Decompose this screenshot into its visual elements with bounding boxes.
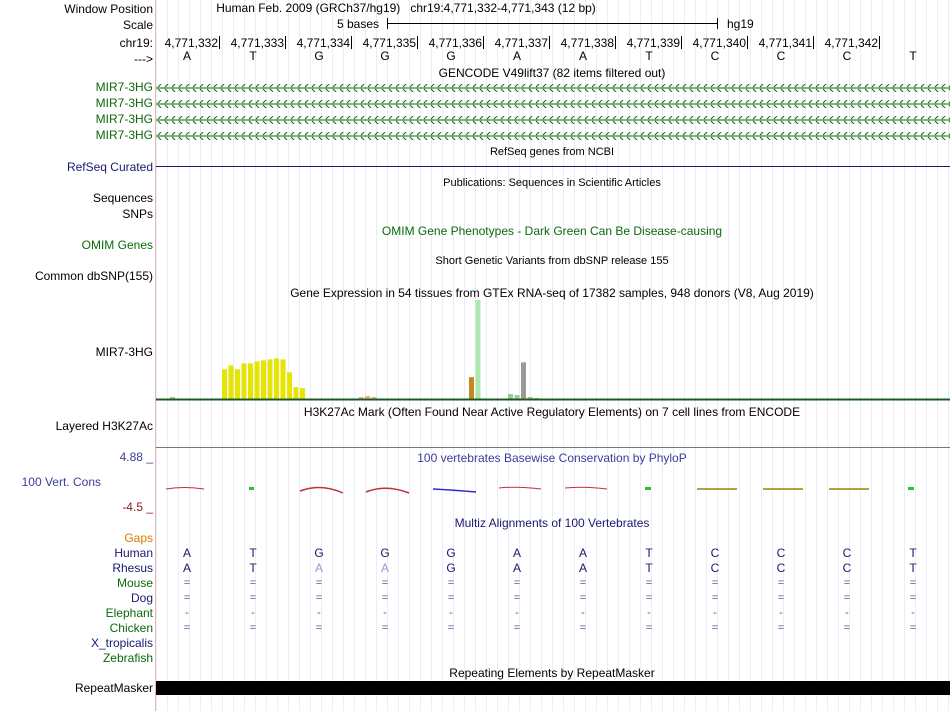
- human-aligned-base: G: [446, 546, 456, 560]
- human-aligned-base: A: [512, 546, 521, 560]
- dog-aligned-base: =: [447, 592, 455, 604]
- scale-label: Scale: [122, 18, 153, 32]
- reference-base: C: [710, 49, 720, 63]
- mouse-aligned-base: =: [513, 577, 521, 589]
- phylop-mark-2: [249, 487, 254, 490]
- human-aligned-base: C: [710, 546, 720, 560]
- human-aligned-base: G: [314, 546, 324, 560]
- dog-aligned-base: =: [909, 592, 917, 604]
- gtex-tissue-bar[interactable]: [242, 363, 247, 399]
- mouse-aligned-base: =: [711, 577, 719, 589]
- phylop-mark-1: [166, 488, 204, 490]
- omim-track-title: OMIM Gene Phenotypes - Dark Green Can Be Disease-causing: [381, 224, 723, 238]
- mouse-aligned-base: =: [315, 577, 323, 589]
- snps-track-label[interactable]: SNPs: [122, 207, 153, 221]
- gencode-transcript-2: [156, 100, 950, 108]
- assembly-position-text: Human Feb. 2009 (GRCh37/hg19) chr19:4,771,332-4,771,343 (12 bp): [216, 1, 596, 15]
- coordinate-tick: [219, 36, 220, 49]
- gtex-track-title: Gene Expression in 54 tissues from GTEx RNA-seq of 17382 samples, 948 donors (V8, Aug 2019): [290, 286, 814, 300]
- dbsnp-track-title: Short Genetic Variants from dbSNP release 155: [435, 255, 669, 267]
- gaps-label: Gaps: [124, 531, 153, 545]
- gtex-tissue-bar[interactable]: [235, 369, 240, 399]
- chicken-aligned-base: =: [777, 622, 785, 634]
- chicken-aligned-base: =: [711, 622, 719, 634]
- dog-aligned-base: =: [183, 592, 191, 604]
- track-label-column: [0, 0, 156, 711]
- species-rhesus: Rhesus: [112, 561, 153, 575]
- mouse-aligned-base: =: [645, 577, 653, 589]
- coordinate-label: 4,771,338: [560, 36, 614, 50]
- phylop-track-title: 100 vertebrates Basewise Conservation by PhyloP: [417, 451, 687, 465]
- gtex-tissue-bar[interactable]: [229, 365, 234, 399]
- mouse-aligned-base: =: [579, 577, 587, 589]
- gencode-track-label-4[interactable]: MIR7-3HG: [95, 128, 153, 142]
- browser-image-area[interactable]: [156, 0, 950, 711]
- coordinate-tick: [483, 36, 484, 49]
- gtex-tissue-bar[interactable]: [476, 300, 481, 399]
- reference-base: A: [512, 49, 521, 63]
- mouse-aligned-base: =: [777, 577, 785, 589]
- reference-base: C: [776, 49, 786, 63]
- dog-aligned-base: =: [645, 592, 653, 604]
- coordinate-tick: [285, 36, 286, 49]
- elephant-aligned-base: -: [647, 607, 651, 619]
- phylop-mark-4: [366, 488, 409, 493]
- gtex-tissue-bar[interactable]: [261, 360, 266, 399]
- coordinate-tick: [879, 36, 880, 49]
- refseq-track-title: RefSeq genes from NCBI: [489, 146, 615, 158]
- chicken-aligned-base: =: [645, 622, 653, 634]
- coordinate-tick: [417, 36, 418, 49]
- human-aligned-base: T: [249, 546, 257, 560]
- gtex-tissue-bar[interactable]: [281, 359, 286, 399]
- elephant-aligned-base: -: [251, 607, 255, 619]
- refseq-track-label[interactable]: RefSeq Curated: [66, 160, 153, 174]
- rhesus-aligned-base: T: [249, 561, 257, 575]
- publications-track-title: Publications: Sequences in Scientific Articles: [443, 177, 661, 189]
- reference-base: C: [842, 49, 852, 63]
- gencode-track-label-1[interactable]: MIR7-3HG: [95, 80, 153, 94]
- human-aligned-base: C: [776, 546, 786, 560]
- chicken-aligned-base: =: [315, 622, 323, 634]
- chicken-aligned-base: =: [513, 622, 521, 634]
- gtex-tissue-bar[interactable]: [294, 387, 299, 399]
- reference-base: T: [909, 49, 917, 63]
- dbsnp-track-label[interactable]: Common dbSNP(155): [34, 269, 153, 283]
- human-aligned-base: T: [645, 546, 653, 560]
- gtex-gene-label[interactable]: MIR7-3HG: [95, 345, 153, 359]
- human-aligned-base: C: [842, 546, 852, 560]
- coordinate-tick: [615, 36, 616, 49]
- rhesus-aligned-base: T: [909, 561, 917, 575]
- chicken-aligned-base: =: [183, 622, 191, 634]
- h3k27ac-baseline: [156, 447, 950, 448]
- coordinate-label: 4,771,337: [494, 36, 548, 50]
- species-mouse: Mouse: [116, 576, 153, 590]
- rhesus-aligned-base: T: [645, 561, 653, 575]
- phylop-min-label: -4.5 _: [122, 500, 153, 514]
- gtex-expression-chart[interactable]: [156, 300, 950, 402]
- scale-text: 5 bases: [337, 17, 380, 31]
- species-chicken: Chicken: [109, 621, 153, 635]
- window-position-label: Window Position: [64, 2, 153, 16]
- gtex-tissue-bar[interactable]: [274, 358, 279, 399]
- coordinate-label: 4,771,340: [692, 36, 746, 50]
- reference-base: T: [645, 49, 653, 63]
- refseq-gene-line[interactable]: [156, 166, 950, 167]
- omim-track-label[interactable]: OMIM Genes: [81, 238, 153, 252]
- mouse-aligned-base: =: [183, 577, 191, 589]
- phylop-mark-6: [499, 487, 541, 489]
- chicken-aligned-base: =: [579, 622, 587, 634]
- repeatmasker-track-title: Repeating Elements by RepeatMasker: [449, 666, 655, 680]
- gtex-tissue-bar[interactable]: [268, 359, 273, 399]
- dog-aligned-base: =: [381, 592, 389, 604]
- coordinate-tick: [747, 36, 748, 49]
- phylop-mark-7: [565, 487, 607, 489]
- gencode-track-title: GENCODE V49lift37 (82 items filtered out): [438, 66, 666, 80]
- coordinate-label: 4,771,342: [824, 36, 878, 50]
- gencode-track-label-3[interactable]: MIR7-3HG: [95, 112, 153, 126]
- gencode-transcript-1: [156, 84, 950, 92]
- mouse-aligned-base: =: [909, 577, 917, 589]
- cons-track-label[interactable]: 100 Vert. Cons: [21, 475, 101, 489]
- gtex-tissue-bar[interactable]: [300, 388, 305, 399]
- gtex-tissue-bar[interactable]: [515, 395, 520, 399]
- chicken-aligned-base: =: [909, 622, 917, 634]
- human-aligned-base: G: [380, 546, 390, 560]
- dog-aligned-base: =: [579, 592, 587, 604]
- dog-aligned-base: =: [711, 592, 719, 604]
- reference-base: T: [249, 49, 257, 63]
- repeatmasker-element[interactable]: [156, 681, 950, 695]
- phylop-mark-5: [433, 489, 476, 492]
- mouse-aligned-base: =: [843, 577, 851, 589]
- coordinate-label: 4,771,336: [428, 36, 482, 50]
- rhesus-aligned-base: A: [182, 561, 191, 575]
- elephant-aligned-base: -: [185, 607, 189, 619]
- reference-base: G: [314, 49, 324, 63]
- species-human: Human: [114, 546, 153, 560]
- gtex-tissue-bar[interactable]: [287, 372, 292, 399]
- phylop-max-label: 4.88 _: [119, 450, 153, 464]
- rhesus-aligned-base: A: [380, 561, 389, 575]
- coordinate-label: 4,771,333: [230, 36, 284, 50]
- elephant-aligned-base: -: [845, 607, 849, 619]
- dog-aligned-base: =: [777, 592, 785, 604]
- dog-aligned-base: =: [249, 592, 257, 604]
- species-zebrafish: Zebrafish: [102, 651, 153, 665]
- elephant-aligned-base: -: [383, 607, 387, 619]
- gtex-tissue-bar[interactable]: [222, 369, 227, 399]
- phylop-mark-3: [300, 487, 343, 493]
- coordinate-label: 4,771,335: [362, 36, 416, 50]
- coordinate-tick: [549, 36, 550, 49]
- dog-aligned-base: =: [315, 592, 323, 604]
- coordinate-label: 4,771,334: [296, 36, 350, 50]
- chicken-aligned-base: =: [843, 622, 851, 634]
- sequences-track-label[interactable]: Sequences: [92, 191, 153, 205]
- human-aligned-base: A: [182, 546, 191, 560]
- scale-bar-left-tick: [387, 18, 388, 29]
- dog-aligned-base: =: [513, 592, 521, 604]
- h3k27ac-track-title: H3K27Ac Mark (Often Found Near Active Regulatory Elements) on 7 cell lines from ENCODE: [303, 405, 801, 419]
- rhesus-aligned-base: G: [446, 561, 456, 575]
- reference-base: A: [182, 49, 191, 63]
- strand-arrow-label: --->: [134, 52, 153, 66]
- rhesus-aligned-base: A: [578, 561, 587, 575]
- coordinate-label: 4,771,332: [164, 36, 218, 50]
- human-aligned-base: A: [578, 546, 587, 560]
- coordinate-tick: [351, 36, 352, 49]
- reference-base: G: [446, 49, 456, 63]
- elephant-aligned-base: -: [713, 607, 717, 619]
- gtex-tissue-bar[interactable]: [255, 361, 260, 399]
- coordinate-tick: [681, 36, 682, 49]
- rhesus-aligned-base: C: [776, 561, 786, 575]
- phylop-mark-8: [645, 487, 651, 490]
- rhesus-aligned-base: C: [710, 561, 720, 575]
- gtex-tissue-bar[interactable]: [508, 394, 513, 399]
- coordinate-label: 4,771,341: [758, 36, 812, 50]
- chromosome-label: chr19:: [119, 36, 153, 50]
- chicken-aligned-base: =: [447, 622, 455, 634]
- dog-aligned-base: =: [843, 592, 851, 604]
- gencode-transcript-4: [156, 132, 950, 140]
- rhesus-aligned-base: A: [512, 561, 521, 575]
- rhesus-aligned-base: A: [314, 561, 323, 575]
- elephant-aligned-base: -: [449, 607, 453, 619]
- coordinate-tick: [813, 36, 814, 49]
- reference-base: G: [380, 49, 390, 63]
- gencode-track-label-2[interactable]: MIR7-3HG: [95, 96, 153, 110]
- multiz-track-title: Multiz Alignments of 100 Vertebrates: [454, 516, 650, 530]
- species-dog: Dog: [130, 591, 153, 605]
- scale-bar: [387, 23, 718, 24]
- scale-db-text: hg19: [727, 17, 754, 31]
- coordinate-label: 4,771,339: [626, 36, 680, 50]
- mouse-aligned-base: =: [447, 577, 455, 589]
- rhesus-aligned-base: C: [842, 561, 852, 575]
- elephant-aligned-base: -: [911, 607, 915, 619]
- gtex-tissue-bar[interactable]: [521, 362, 526, 399]
- gencode-transcript-3: [156, 116, 950, 124]
- species-elephant: Elephant: [105, 606, 153, 620]
- gencode-transcripts[interactable]: [156, 80, 950, 144]
- human-aligned-base: T: [909, 546, 917, 560]
- mouse-aligned-base: =: [381, 577, 389, 589]
- phylop-conservation-plot[interactable]: [156, 480, 950, 500]
- mouse-aligned-base: =: [249, 577, 257, 589]
- species-x-tropicalis: X_tropicalis: [90, 636, 153, 650]
- chicken-aligned-base: =: [249, 622, 257, 634]
- reference-base: A: [578, 49, 587, 63]
- repeatmasker-track-label[interactable]: RepeatMasker: [74, 681, 153, 695]
- elephant-aligned-base: -: [317, 607, 321, 619]
- elephant-aligned-base: -: [581, 607, 585, 619]
- gtex-tissue-bar[interactable]: [248, 363, 253, 399]
- h3k27ac-track-label[interactable]: Layered H3K27Ac: [55, 419, 153, 433]
- elephant-aligned-base: -: [515, 607, 519, 619]
- chicken-aligned-base: =: [381, 622, 389, 634]
- elephant-aligned-base: -: [779, 607, 783, 619]
- gtex-tissue-bar[interactable]: [469, 377, 474, 399]
- phylop-mark-12: [908, 487, 914, 490]
- scale-bar-right-tick: [717, 18, 718, 29]
